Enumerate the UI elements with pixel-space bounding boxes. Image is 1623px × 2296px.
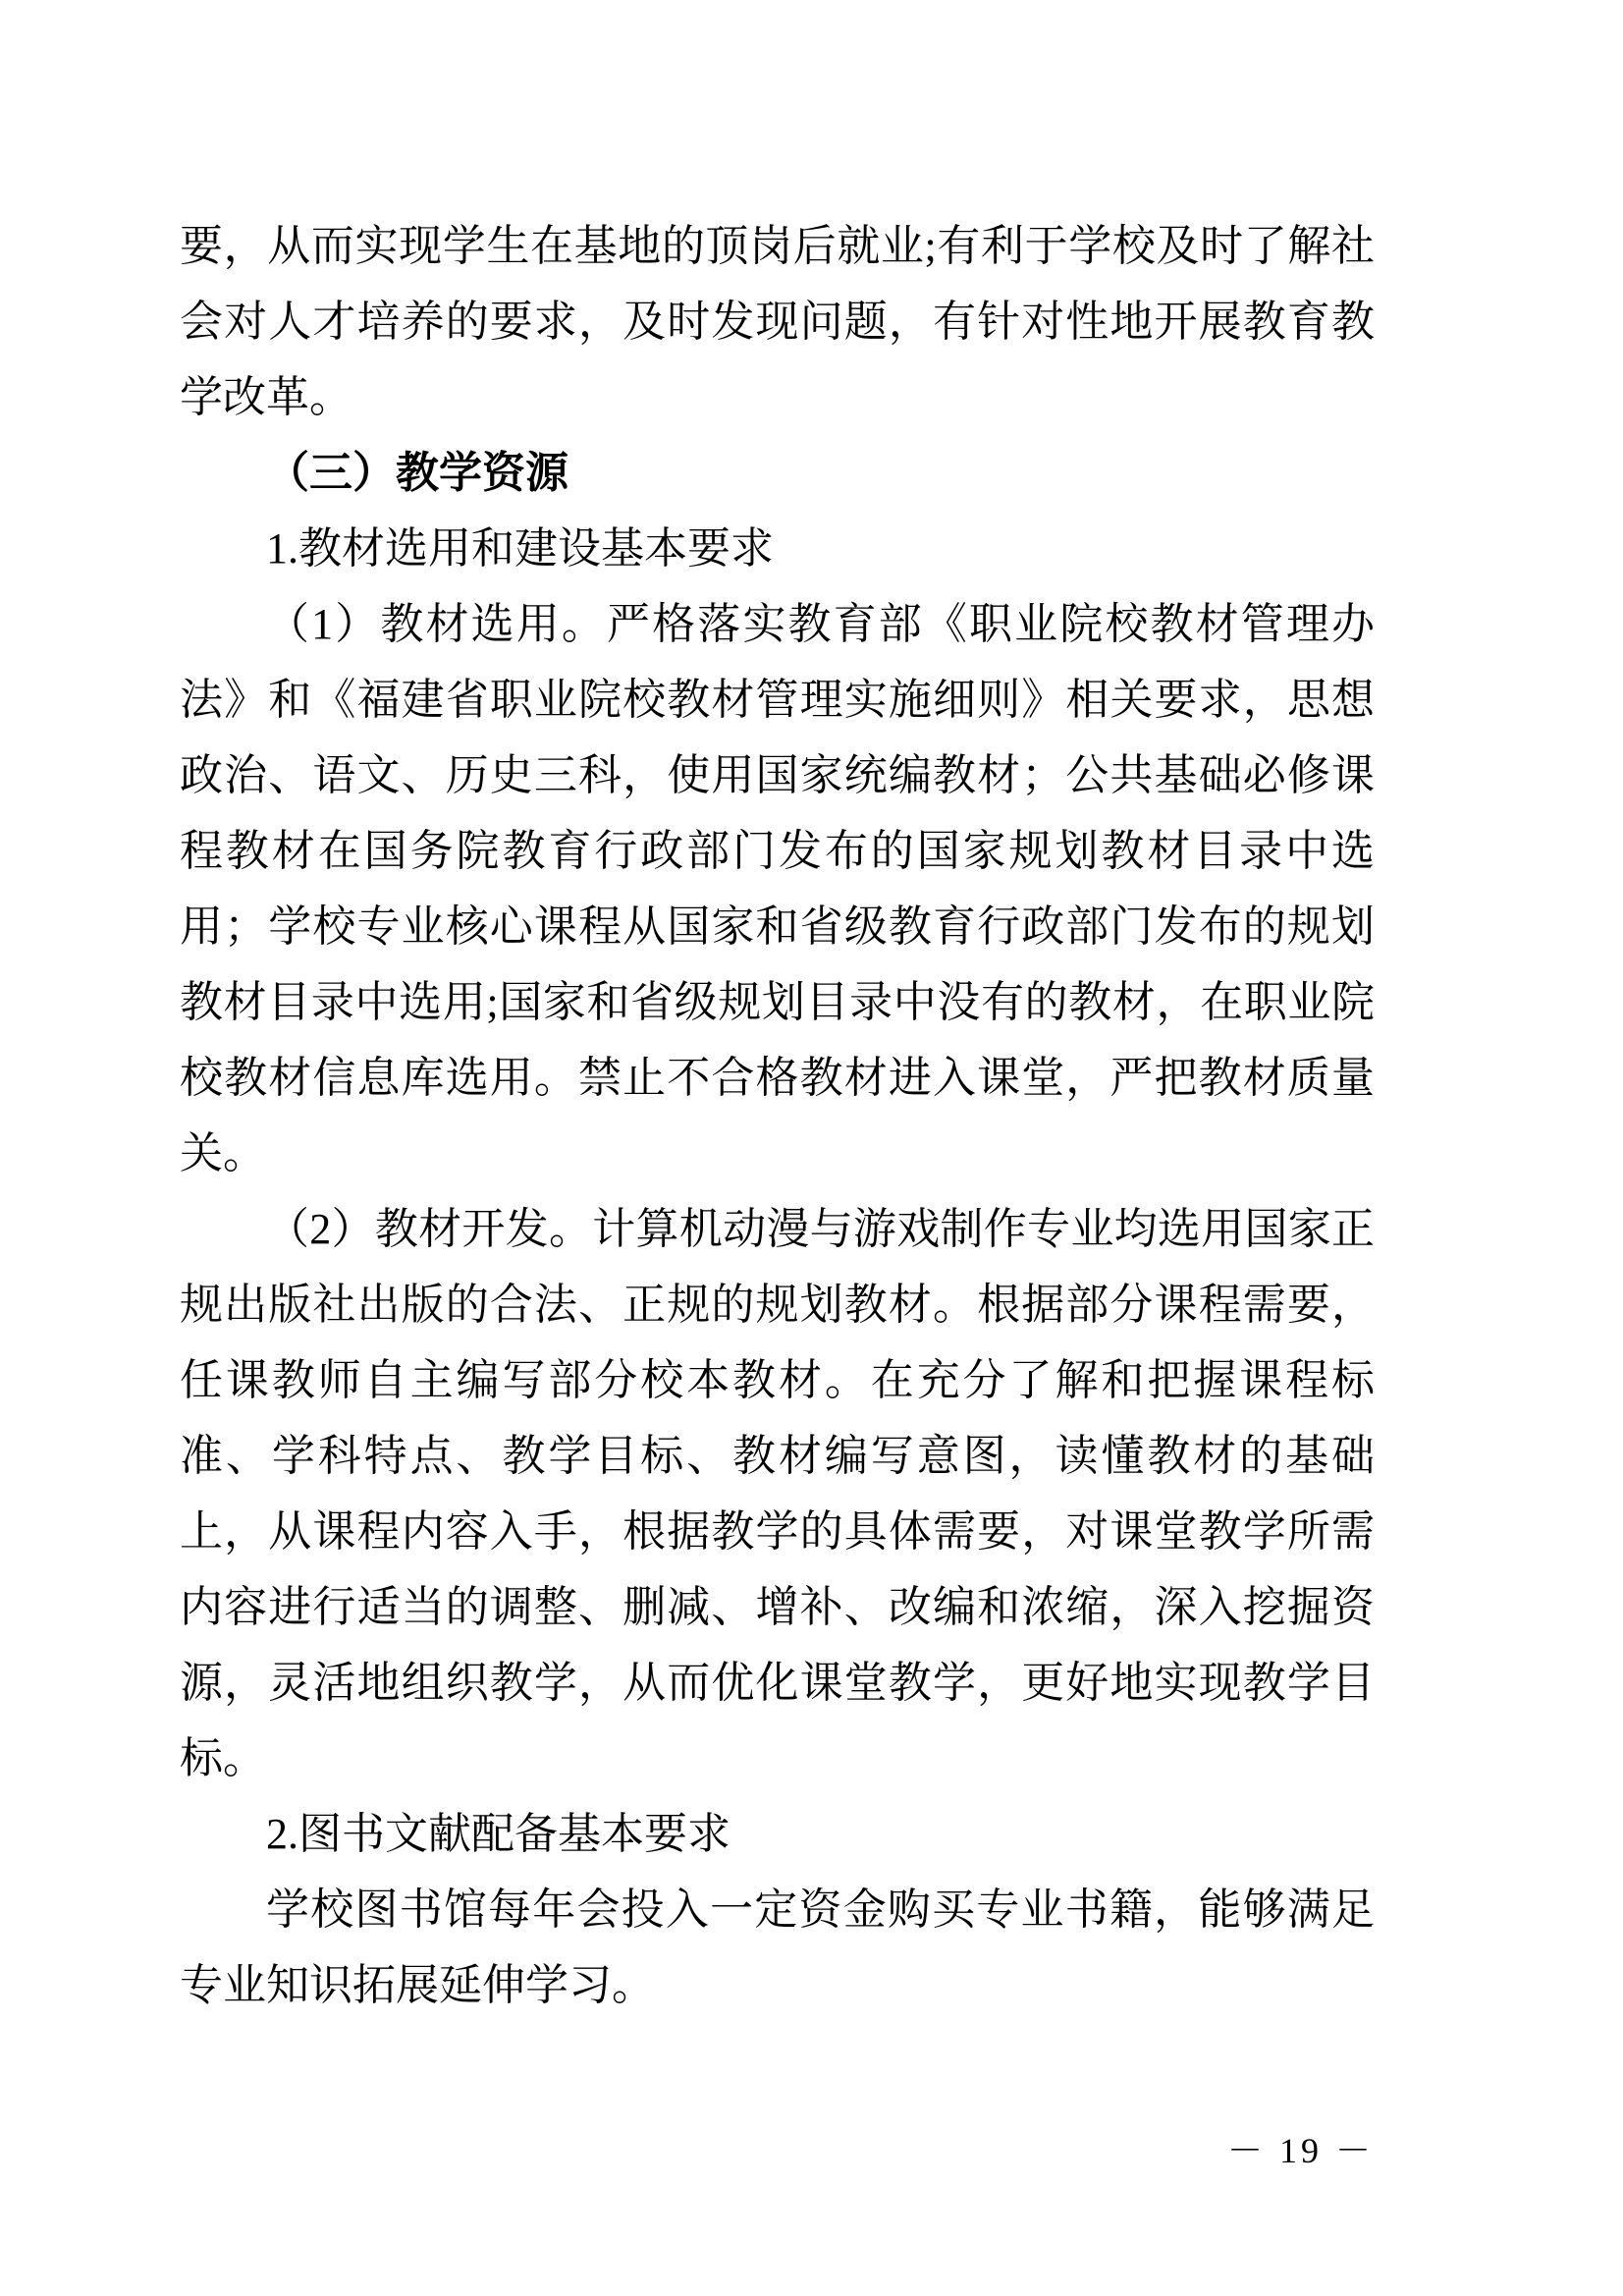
paragraph-textbook-selection: （1）教材选用。严格落实教育部《职业院校教材管理办法》和《福建省职业院校教材管理实施细则》相关要求，思想政治、语文、历史三科，使用国家统编教材；公共基础必修课程教材在国务院教育行政部门发布的国家规划教材目录中选用；学校专业核心课程从国家和省级教育行政部门发布的规划教材目录中选用;国家和省级规划目录中没有的教材，在职业院校教材信息库选用。禁止不合格教材进入课堂，严把教材质量关。 xyxy=(180,600,1375,1177)
item-heading-library-resources-requirements: 2.图书文献配备基本要求 xyxy=(266,1810,730,1858)
page-footer xyxy=(1227,2129,1375,2172)
paragraph-continuation: 要，从而实现学生在基地的顶岗后就业;有利于学校及时了解社会对人才培养的要求，及时发现问题，有针对性地开展教育教学改革。 xyxy=(180,222,1375,421)
page-number: － 19 － xyxy=(1226,2131,1375,2170)
document-body xyxy=(180,208,1375,2023)
section-heading-teaching-resources: （三）教学资源 xyxy=(266,449,568,497)
item-heading-textbook-selection-requirements: 1.教材选用和建设基本要求 xyxy=(266,524,774,573)
paragraph-library-resources: 学校图书馆每年会投入一定资金购买专业书籍，能够满足专业知识拓展延伸学习。 xyxy=(180,1886,1375,2009)
paragraph-textbook-development: （2）教材开发。计算机动漫与游戏制作专业均选用国家正规出版社出版的合法、正规的规划教材。根据部分课程需要，任课教师自主编写部分校本教材。在充分了解和把握课程标准、学科特点、教学目标、教材编写意图，读懂教材的基础上，从课程内容入手，根据教学的具体需要，对课堂教学所需内容进行适当的调整、删减、增补、改编和浓缩，深入挖掘资源，灵活地组织教学，从而优化课堂教学，更好地实现教学目标。 xyxy=(180,1205,1375,1782)
